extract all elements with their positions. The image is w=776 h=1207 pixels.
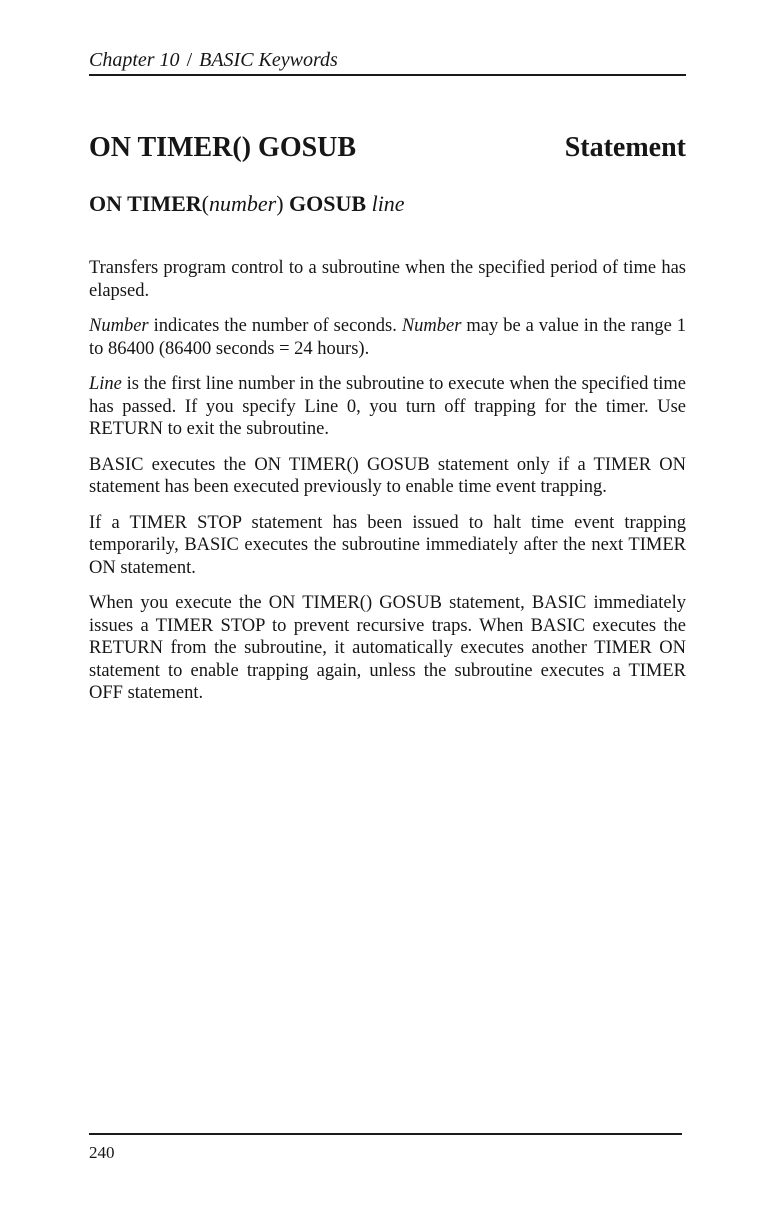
paragraph-recursion-behavior: When you execute the ON TIMER() GOSUB statement, BASIC immediately issues a TIMER STOP to prevent recursive traps. When BASIC executes the RETURN from the subroutine, it automatically executes another TIMER ON statement to enable trapping again, unless the subroutine executes a TIMER OFF statement. xyxy=(89,593,686,703)
syntax-open-paren: ( xyxy=(201,191,209,216)
term-number-2: Number xyxy=(401,316,462,336)
paragraph-timer-on-requirement: BASIC executes the ON TIMER() GOSUB statement only if a TIMER ON statement has been executed previously to enable time event trapping. xyxy=(89,454,686,497)
syntax-close-paren: ) xyxy=(276,191,284,216)
header-rule xyxy=(89,74,686,76)
section-label: BASIC Keywords xyxy=(199,49,338,71)
entry-body xyxy=(89,257,686,718)
syntax-keyword-gosub: GOSUB xyxy=(289,191,367,216)
paragraph-line-param xyxy=(89,373,686,441)
number-param-text-a: indicates the number of seconds. xyxy=(148,316,402,336)
number-param-text-b: may be a value in the range 1 to 86400 (86400 seconds = 24 hours). xyxy=(89,316,686,359)
syntax-param-number: number xyxy=(209,191,277,216)
term-number: Number xyxy=(89,316,149,336)
paragraph-number-param xyxy=(89,315,686,360)
keyword-title: ON TIMER() GOSUB xyxy=(89,132,357,163)
syntax-line xyxy=(89,190,686,218)
syntax-param-line: line xyxy=(371,191,405,216)
footer-rule xyxy=(89,1133,682,1135)
line-param-text: is the first line number in the subroutine to execute when the specified time has passed. If you specify Line 0, you turn off trapping for the timer. Use RETURN to exit the subroutine. xyxy=(89,374,686,439)
entry-type: Statement xyxy=(564,132,686,163)
entry-title-row xyxy=(89,131,686,165)
header-separator: / xyxy=(186,49,193,71)
running-header xyxy=(89,48,686,72)
term-line: Line xyxy=(89,374,122,394)
paragraph-timer-stop: If a TIMER STOP statement has been issued to halt time event trapping temporarily, BASIC executes the subroutine immediately after the next TIMER ON statement. xyxy=(89,512,686,578)
paragraph-description: Transfers program control to a subroutine when the specified period of time has elapsed. xyxy=(89,258,686,301)
chapter-label: Chapter 10 xyxy=(89,49,180,71)
syntax-keyword-on-timer: ON TIMER xyxy=(89,191,202,216)
page-number: 240 xyxy=(89,1143,115,1162)
